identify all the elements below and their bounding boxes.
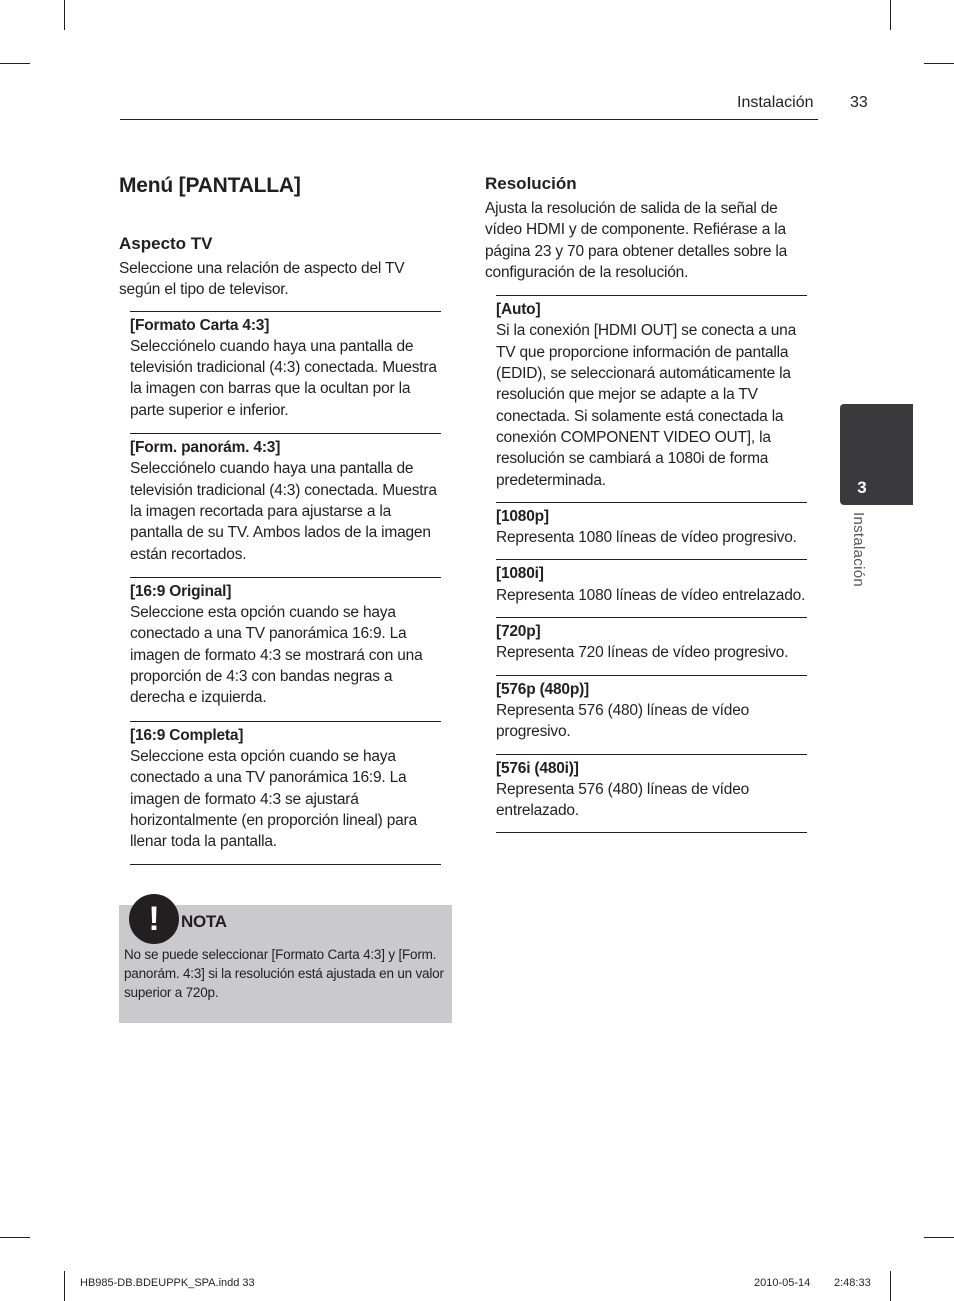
option-item bbox=[130, 577, 441, 721]
header-rule bbox=[120, 119, 818, 120]
option-item bbox=[496, 559, 807, 617]
note-title: NOTA bbox=[181, 912, 227, 931]
option-item bbox=[130, 311, 441, 433]
option-description: Si la conexión [HDMI OUT] se conecta a una TV que proporcione información de pantalla (EDID), se seleccionará automáticamente la resolución que mejor se adapte a la TV conectada. Si solamente está conectada la conexión COMPONENT VIDEO OUT], la resolución se cambiará a 1080i de forma predeterminada. bbox=[496, 322, 797, 489]
chapter-tab-label: Instalación bbox=[850, 512, 867, 588]
section-title-aspect: Aspecto TV bbox=[119, 234, 213, 253]
option-item bbox=[130, 721, 441, 865]
option-title: [1080i] bbox=[496, 565, 544, 583]
exclamation-icon: ! bbox=[129, 894, 179, 944]
option-description: Representa 576 (480) líneas de vídeo progresivo. bbox=[496, 701, 750, 741]
option-item bbox=[496, 675, 807, 754]
resolution-option-list bbox=[496, 295, 807, 833]
option-title: [576i (480i)] bbox=[496, 759, 579, 777]
page-title: Menú [PANTALLA] bbox=[119, 174, 301, 197]
chapter-tab-number: 3 bbox=[857, 478, 867, 497]
footer-file-slug: HB985-DB.BDEUPPK_SPA.indd 33 bbox=[80, 1277, 255, 1289]
page-number: 33 bbox=[850, 94, 868, 111]
option-description: Seleccione esta opción cuando se haya conectado a una TV panorámica 16:9. La imagen de formato 4:3 se ajustará horizontalmente (en proporción lineal) para llenar toda la pantalla. bbox=[130, 747, 417, 851]
option-description: Selecciónelo cuando haya una pantalla de televisión tradicional (4:3) conectada. Muestra la imagen con barras que la ocultan por la parte superior e inferior. bbox=[130, 337, 437, 419]
crop-mark bbox=[924, 1237, 954, 1238]
option-description: Seleccione esta opción cuando se haya conectado a una TV panorámica 16:9. La imagen de formato 4:3 se mostrará con una proporción de 4:3 con bandas negras a derecha e izquierda. bbox=[130, 604, 423, 707]
option-title: [Formato Carta 4:3] bbox=[130, 316, 270, 334]
crop-mark bbox=[924, 63, 954, 64]
running-header-section: Instalación bbox=[737, 94, 814, 111]
option-title: [Auto] bbox=[496, 301, 541, 319]
option-item bbox=[130, 433, 441, 577]
option-description: Representa 720 líneas de vídeo progresivo. bbox=[496, 644, 789, 662]
option-title: [16:9 Original] bbox=[130, 582, 232, 600]
option-title: [Form. panorám. 4:3] bbox=[130, 439, 281, 457]
section-intro-resolution: Ajusta la resolución de salida de la señal de vídeo HDMI y de componente. Refiérase a la página 23 y 70 para obtener detalles sobre la configuración de la resolución. bbox=[485, 200, 788, 281]
crop-mark bbox=[0, 63, 30, 64]
option-description: Representa 1080 líneas de vídeo progresivo. bbox=[496, 529, 797, 547]
section-title-resolution: Resolución bbox=[485, 174, 577, 193]
crop-mark bbox=[64, 1271, 65, 1301]
option-item bbox=[496, 295, 807, 502]
footer-date: 2010-05-14 bbox=[754, 1277, 811, 1289]
left-column bbox=[119, 174, 441, 865]
option-title: [576p (480p)] bbox=[496, 680, 590, 698]
crop-mark bbox=[890, 1271, 891, 1301]
aspect-option-list bbox=[130, 311, 441, 866]
crop-mark bbox=[0, 1237, 30, 1238]
crop-mark bbox=[64, 0, 65, 30]
option-title: [1080p] bbox=[496, 507, 549, 525]
option-item bbox=[496, 502, 807, 560]
section-intro-aspect: Seleccione una relación de aspecto del TV según el tipo de televisor. bbox=[119, 260, 405, 299]
option-description: Representa 576 (480) líneas de vídeo entrelazado. bbox=[496, 780, 750, 820]
option-title: [16:9 Completa] bbox=[130, 726, 244, 744]
footer-time: 2:48:33 bbox=[834, 1277, 871, 1289]
option-title: [720p] bbox=[496, 623, 541, 641]
option-description: Selecciónelo cuando haya una pantalla de televisión tradicional (4:3) conectada. Muestra la imagen recortada para ajustarse a la pantalla de su TV. Ambos lados de la imagen están recortados. bbox=[130, 460, 437, 563]
option-item bbox=[496, 754, 807, 833]
note-text: No se puede seleccionar [Formato Carta 4:3] y [Form. panorám. 4:3] si la resolución está ajustada en un valor superior a 720p. bbox=[124, 947, 444, 1000]
option-description: Representa 1080 líneas de vídeo entrelazado. bbox=[496, 586, 806, 604]
crop-mark bbox=[890, 0, 891, 30]
right-column bbox=[485, 174, 807, 833]
option-item bbox=[496, 617, 807, 675]
